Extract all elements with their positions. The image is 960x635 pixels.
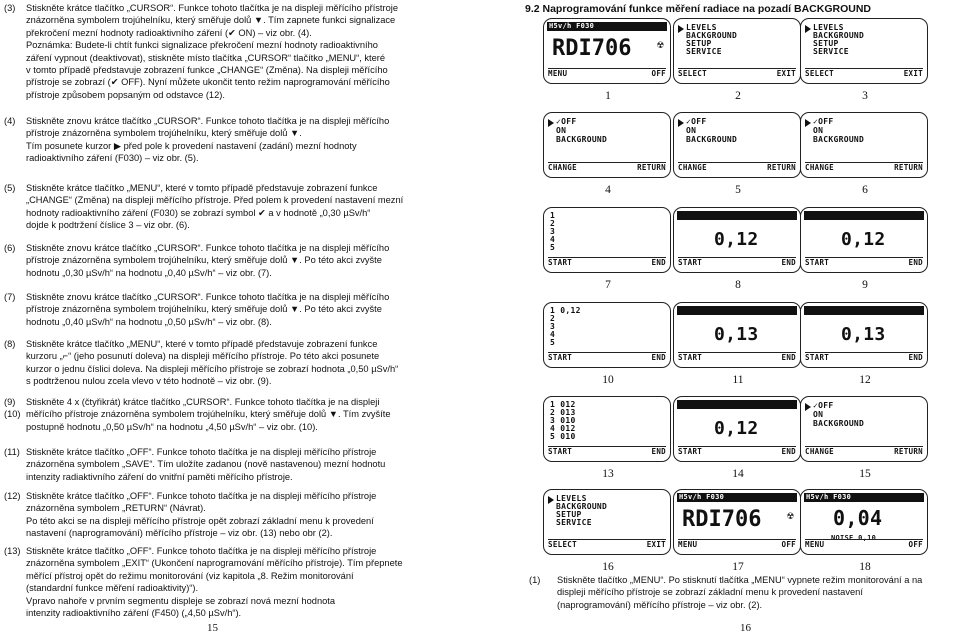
option-item: ✓OFF bbox=[813, 401, 834, 410]
text-line: kurzoru „⌐“ (jeho posunutí doleva) na displeji měřícího přístroje. Po této akci posunete bbox=[26, 351, 380, 362]
softkey-right: END bbox=[781, 353, 796, 362]
softkey-right: RETURN bbox=[637, 163, 666, 172]
text-line: intenzity radiaktivního záření do vnitřní paměti měřícího přístroje. bbox=[26, 471, 293, 482]
figure-number: 10 bbox=[602, 374, 614, 386]
softkey-left: SELECT bbox=[678, 69, 707, 78]
softkey-bar bbox=[678, 257, 796, 268]
figure-number: 3 bbox=[862, 90, 868, 102]
reading-item: 1 012 bbox=[550, 400, 576, 409]
text-line: „CHANGE“ (Změna) na displeji měřícího přístroje. Před polem k provedení nastavení mezní bbox=[26, 195, 404, 206]
cursor-icon bbox=[548, 119, 554, 127]
text-line: hodnotu „0,40 µSv/h“ na hodnotu „0,50 µSv/h“ – viz obr. (8). bbox=[26, 316, 272, 327]
softkey-bar bbox=[548, 68, 666, 79]
paragraph-number: (4) bbox=[4, 116, 16, 126]
lcd-screen bbox=[800, 396, 928, 462]
text-line: záření vypnout (deaktivovat), stiskněte místo tlačítka „CURSOR“ tlačítko „MENU“, které bbox=[26, 52, 386, 63]
softkey-left: SELECT bbox=[548, 540, 577, 549]
softkey-bar bbox=[678, 68, 796, 79]
reading-item: 3 bbox=[550, 322, 556, 331]
paragraph-text bbox=[26, 446, 466, 483]
text-line: Stiskněte znovu krátce tlačítko „CURSOR“. Funkce tohoto tlačítka je na displeji měřícího bbox=[26, 243, 390, 253]
softkey-right: END bbox=[781, 258, 796, 267]
reading-item: 2 bbox=[550, 314, 556, 323]
lcd-screen bbox=[800, 18, 928, 84]
text-line: hodnotu „0,30 µSv/h“ na hodnotu „0,40 µSv/h“ – viz obr. (7). bbox=[26, 267, 272, 278]
softkey-left: CHANGE bbox=[548, 163, 577, 172]
lcd-screen bbox=[673, 207, 801, 273]
option-item: BACKGROUND bbox=[556, 135, 608, 144]
paragraph-number: (13) bbox=[4, 546, 21, 556]
text-line: přístroje znázorněna symbolem trojúhelníku, který směřuje dolů ▼. Po této akci zvyšte bbox=[26, 255, 382, 266]
option-item: ✓OFF bbox=[686, 117, 707, 126]
text-line: znázorněna symbolem „SAVE“. Tím uložíte zadanou (nově nastavenou) mezní hodnotu bbox=[26, 459, 386, 470]
lcd-screen bbox=[673, 489, 801, 555]
option-item: ON bbox=[686, 126, 697, 135]
reading-item: 2 013 bbox=[550, 408, 576, 417]
softkey-left: CHANGE bbox=[678, 163, 707, 172]
lcd-screen bbox=[800, 112, 928, 178]
text-line: Stiskněte tlačítko „MENU“. Po stisknutí tlačítka „MENU“ vypnete režim monitorování a na bbox=[557, 575, 923, 585]
figure-number: 11 bbox=[732, 374, 744, 386]
option-item: ON bbox=[556, 126, 567, 135]
text-line: znázorněna symbolem „EXIT“ (Ukončení naprogramování měřícího přístroje). Tím přepnete bbox=[26, 558, 403, 569]
softkey-left: START bbox=[548, 447, 573, 456]
radiation-icon: ☢ bbox=[657, 38, 664, 51]
softkey-bar bbox=[678, 352, 796, 363]
menu-item: BACKGROUND bbox=[813, 31, 865, 40]
figure-number: 9 bbox=[862, 279, 868, 291]
text-line: Stiskněte krátce tlačítko „OFF“. Funkce tohoto tlačítka je na displeji měřícího přístroje bbox=[26, 491, 377, 501]
figure-number: 4 bbox=[605, 184, 611, 196]
softkey-left: START bbox=[678, 258, 703, 267]
cursor-icon bbox=[805, 119, 811, 127]
option-item: BACKGROUND bbox=[686, 135, 738, 144]
figure-number: 14 bbox=[732, 468, 744, 480]
paragraph-text bbox=[26, 545, 466, 619]
softkey-bar bbox=[805, 446, 923, 457]
cursor-icon bbox=[678, 119, 684, 127]
lcd-screen bbox=[800, 489, 928, 555]
text-line: (standardní funkce měření radioaktivity)“). bbox=[26, 583, 199, 594]
option-item: ✓OFF bbox=[813, 117, 834, 126]
reading-item: 5 bbox=[550, 243, 556, 252]
figure-number: 15 bbox=[859, 468, 871, 480]
paragraph-number: (10) bbox=[4, 409, 21, 419]
menu-item: SERVICE bbox=[813, 47, 849, 56]
screen-value: 0,12 bbox=[714, 418, 759, 439]
menu-item: SERVICE bbox=[556, 518, 592, 527]
screen-value: 0,04 bbox=[833, 506, 883, 530]
reading-item: 2 bbox=[550, 219, 556, 228]
cursor-icon bbox=[805, 403, 811, 411]
text-line: radioaktivního záření (F030) – viz obr. (5). bbox=[26, 153, 199, 164]
lcd-screen bbox=[673, 396, 801, 462]
section-title: 9.2 Naprogramování funkce měření radiace na pozadí BACKGROUND bbox=[525, 3, 872, 15]
screen-value: 0,13 bbox=[841, 324, 886, 345]
softkey-bar bbox=[548, 257, 666, 268]
text-line: překročení mezní hodnoty radioaktivního záření (✔ ON) – viz obr. (4). bbox=[26, 27, 312, 38]
paragraph-number: (12) bbox=[4, 491, 21, 501]
softkey-right: RETURN bbox=[894, 447, 923, 456]
radiation-icon: ☢ bbox=[787, 509, 794, 522]
reading-item: 4 bbox=[550, 330, 556, 339]
text-line: (naprogramování) měřícího přístroje – viz obr. (2). bbox=[557, 599, 763, 610]
lcd-screen bbox=[543, 396, 671, 462]
figure-number: 5 bbox=[735, 184, 741, 196]
screen-model: RDI706 bbox=[682, 507, 762, 532]
text-line: Stiskněte 4 x (čtyřikrát) krátce tlačítko „CURSOR“. Funkce tohoto tlačítka je na displeji bbox=[26, 397, 380, 407]
softkey-bar bbox=[805, 539, 923, 550]
option-item: ✓OFF bbox=[556, 117, 577, 126]
reading-item: 5 bbox=[550, 338, 556, 347]
paragraph-number: (7) bbox=[4, 292, 16, 302]
screen-value: 0,12 bbox=[841, 229, 886, 250]
reading-item: 5 010 bbox=[550, 432, 576, 441]
softkey-right: OFF bbox=[781, 540, 796, 549]
text-line: přístroje se zobrazí (✔ OFF). Nyní můžete ukončit tento režim naprogramování měřícího bbox=[26, 77, 390, 88]
text-line: Vpravo nahoře v prvním segmentu displeje se zobrazí nová mezní hodnota bbox=[26, 595, 336, 606]
menu-item: SETUP bbox=[556, 510, 582, 519]
cursor-icon bbox=[548, 496, 554, 504]
softkey-left: START bbox=[548, 258, 573, 267]
text-line: znázorněna symbolem „RETURN“ (Návrat). bbox=[26, 503, 206, 514]
menu-item: SETUP bbox=[813, 39, 839, 48]
text-line: intenzity radioaktivního záření (F450) („4,50 µSv/h“). bbox=[26, 608, 242, 619]
text-line: měřící přístroj opět do režimu monitorování (viz kapitola „8. Režim monitorování bbox=[26, 570, 354, 581]
paragraph-number: (5) bbox=[4, 183, 16, 193]
softkey-right: RETURN bbox=[894, 163, 923, 172]
text-line: Poznámka: Budete-li chtít funkci signalizace překročení mezní hodnoty radioaktivního bbox=[26, 40, 378, 51]
paragraph-number: (3) bbox=[4, 3, 16, 13]
menu-item: SERVICE bbox=[686, 47, 722, 56]
menu-item: LEVELS bbox=[813, 23, 844, 32]
lcd-screen bbox=[543, 207, 671, 273]
lcd-screen bbox=[543, 18, 671, 84]
screen-header bbox=[677, 306, 797, 315]
step-text bbox=[557, 574, 957, 611]
text-line: Stiskněte znovu krátce tlačítko „CURSOR“. Funkce tohoto tlačítka je na displeji měřícího bbox=[26, 116, 390, 126]
softkey-bar bbox=[678, 162, 796, 173]
text-line: Tím posunete kurzor ▶ před pole k provedení nastavení (zadání) mezní hodnoty bbox=[26, 140, 357, 151]
paragraph-number: (11) bbox=[4, 447, 20, 457]
paragraph-text bbox=[26, 291, 466, 328]
lcd-screen bbox=[800, 207, 928, 273]
lcd-screen bbox=[543, 112, 671, 178]
option-item: ON bbox=[813, 410, 824, 419]
softkey-left: CHANGE bbox=[805, 447, 834, 456]
reading-item: 1 0,12 bbox=[550, 306, 581, 315]
text-line: hodnoty radioaktivního záření (F030) se zobrazí symbol ✔ a v hodnotě „0,30 µSv/h“ bbox=[26, 207, 371, 218]
softkey-right: EXIT bbox=[903, 69, 923, 78]
text-line: s podtrženou nulou zcela vlevo v této hodnotě – viz obr. (9). bbox=[26, 376, 272, 387]
figure-number: 7 bbox=[605, 279, 611, 291]
softkey-left: START bbox=[805, 258, 830, 267]
softkey-left: START bbox=[678, 353, 703, 362]
figure-number: 16 bbox=[602, 561, 614, 573]
softkey-left: START bbox=[678, 447, 703, 456]
figure-number: 8 bbox=[735, 279, 741, 291]
lcd-screen bbox=[543, 489, 671, 555]
option-item: BACKGROUND bbox=[813, 419, 865, 428]
screen-noise: NOISE 0,10 bbox=[831, 534, 877, 542]
softkey-left: MENU bbox=[548, 69, 568, 78]
text-line: Stiskněte krátce tlačítko „MENU“, které v tomto případě představuje zobrazení funkce bbox=[26, 183, 378, 193]
text-line: Po této akci se na displeji měřícího přístroje opět zobrazí základní menu k provedení bbox=[26, 515, 374, 526]
paragraph-text bbox=[26, 115, 466, 165]
reading-item: 1 bbox=[550, 211, 556, 220]
softkey-bar bbox=[805, 162, 923, 173]
softkey-right: OFF bbox=[908, 540, 923, 549]
paragraph-text bbox=[26, 242, 466, 279]
figure-number: 18 bbox=[859, 561, 871, 573]
text-line: postupně hodnotu „0,50 µSv/h“ na hodnotu „4,50 µSv/h“ – viz obr. (10). bbox=[26, 421, 318, 432]
paragraph-text bbox=[26, 490, 466, 540]
softkey-right: END bbox=[908, 258, 923, 267]
menu-item: LEVELS bbox=[686, 23, 717, 32]
paragraph-text bbox=[26, 2, 466, 101]
menu-item: LEVELS bbox=[556, 494, 587, 503]
screen-model: RDI706 bbox=[552, 36, 632, 61]
screen-header: H5v/h F030 bbox=[804, 493, 924, 502]
lcd-screen bbox=[800, 302, 928, 368]
paragraph-number: (6) bbox=[4, 243, 16, 253]
page-number-right: 16 bbox=[740, 622, 751, 634]
softkey-left: SELECT bbox=[805, 69, 834, 78]
softkey-right: END bbox=[651, 353, 666, 362]
screen-header bbox=[804, 211, 924, 220]
softkey-bar bbox=[805, 68, 923, 79]
option-item: BACKGROUND bbox=[813, 135, 865, 144]
text-line: Stiskněte znovu krátce tlačítko „CURSOR“. Funkce tohoto tlačítka je na displeji měřícího bbox=[26, 292, 390, 302]
text-line: Stiskněte krátce tlačítko „OFF“. Funkce tohoto tlačítka je na displeji měřícího přístroje bbox=[26, 546, 377, 556]
softkey-left: MENU bbox=[678, 540, 698, 549]
paragraph-text bbox=[26, 396, 466, 433]
figure-number: 2 bbox=[735, 90, 741, 102]
paragraph-number: (8) bbox=[4, 339, 16, 349]
screen-header bbox=[804, 306, 924, 315]
text-line: přístroje znázorněna symbolem trojúhelníku, který směřuje dolů ▼. Po této akci zvyšte bbox=[26, 304, 382, 315]
lcd-screen bbox=[673, 302, 801, 368]
softkey-right: END bbox=[651, 447, 666, 456]
text-line: dojde k podtržení číslice 3 – viz obr. (6). bbox=[26, 220, 190, 231]
figure-number: 17 bbox=[732, 561, 744, 573]
menu-item: BACKGROUND bbox=[686, 31, 738, 40]
softkey-bar bbox=[678, 539, 796, 550]
softkey-right: END bbox=[651, 258, 666, 267]
text-line: přístroje znázorněna symbolem trojúhelníku, který směřuje dolů ▼. bbox=[26, 128, 302, 139]
text-line: nastavení (naprogramování) měřícího přístroje – viz obr. (13) nebo obr (2). bbox=[26, 528, 333, 539]
figure-number: 1 bbox=[605, 90, 611, 102]
figure-number: 6 bbox=[862, 184, 868, 196]
softkey-left: START bbox=[805, 353, 830, 362]
text-line: displeji měřícího přístroje se zobrazí základní menu k provedení nastavení bbox=[557, 587, 863, 598]
text-line: znázorněna symbolem trojúhelníku, který směřuje dolů ▼. Tím zapnete funkci signalizace bbox=[26, 15, 396, 26]
softkey-right: RETURN bbox=[767, 163, 796, 172]
softkey-bar bbox=[548, 352, 666, 363]
figure-number: 12 bbox=[859, 374, 871, 386]
page-number-left: 15 bbox=[207, 622, 218, 634]
figure-number: 13 bbox=[602, 468, 614, 480]
text-line: kurzor o jednu číslici doleva. Na displeji měřícího přístroje se zobrazí hodnota „0,50 µSv/h“ bbox=[26, 363, 399, 374]
cursor-icon bbox=[805, 25, 811, 33]
step-number: (1) bbox=[529, 575, 541, 585]
reading-item: 3 010 bbox=[550, 416, 576, 425]
cursor-icon bbox=[678, 25, 684, 33]
text-line: v tomto případě představuje zobrazení funkce „CHANGE“ (Změna). Na displeji měřícího bbox=[26, 65, 388, 76]
softkey-bar bbox=[548, 162, 666, 173]
menu-item: SETUP bbox=[686, 39, 712, 48]
text-line: Stiskněte krátce tlačítko „MENU“, které v tomto případě představuje zobrazení funkce bbox=[26, 339, 378, 349]
text-line: přístroje způsobem popsaným od odstavce (12). bbox=[26, 89, 225, 100]
softkey-left: START bbox=[548, 353, 573, 362]
screen-value: 0,13 bbox=[714, 324, 759, 345]
paragraph-text bbox=[26, 338, 466, 388]
lcd-screen bbox=[673, 112, 801, 178]
softkey-bar bbox=[678, 446, 796, 457]
softkey-bar bbox=[548, 446, 666, 457]
screen-header bbox=[677, 400, 797, 409]
softkey-right: END bbox=[781, 447, 796, 456]
softkey-right: EXIT bbox=[776, 69, 796, 78]
softkey-bar bbox=[805, 352, 923, 363]
lcd-screen bbox=[673, 18, 801, 84]
softkey-right: OFF bbox=[651, 69, 666, 78]
right-page bbox=[525, 0, 960, 635]
softkey-right: END bbox=[908, 353, 923, 362]
reading-item: 4 bbox=[550, 235, 556, 244]
paragraph-number: (9) bbox=[4, 397, 16, 407]
menu-item: BACKGROUND bbox=[556, 502, 608, 511]
screen-header: H5v/h F030 bbox=[677, 493, 797, 502]
paragraph-text bbox=[26, 182, 466, 232]
screen-header bbox=[677, 211, 797, 220]
text-line: měřícího přístroje znázorněna symbolem trojúhelníku, který směřuje dolů ▼. Tím zvyšíte bbox=[26, 409, 391, 420]
softkey-right: EXIT bbox=[646, 540, 666, 549]
softkey-bar bbox=[805, 257, 923, 268]
lcd-screen bbox=[543, 302, 671, 368]
reading-item: 4 012 bbox=[550, 424, 576, 433]
option-item: ON bbox=[813, 126, 824, 135]
softkey-bar bbox=[548, 539, 666, 550]
text-line: Stiskněte krátce tlačítko „OFF“. Funkce tohoto tlačítka je na displeji měřícího přístroje bbox=[26, 447, 377, 457]
softkey-left: MENU bbox=[805, 540, 825, 549]
screen-value: 0,12 bbox=[714, 229, 759, 250]
screen-header: H5v/h F030 bbox=[547, 22, 667, 31]
text-line: Stiskněte krátce tlačítko „CURSOR“. Funkce tohoto tlačítka je na displeji měřícího přístroje bbox=[26, 3, 399, 13]
reading-item: 3 bbox=[550, 227, 556, 236]
softkey-left: CHANGE bbox=[805, 163, 834, 172]
